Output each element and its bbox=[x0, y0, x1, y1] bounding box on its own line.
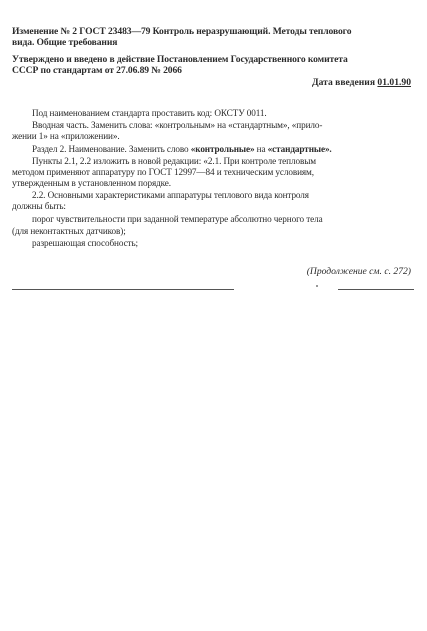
separator-rule-right bbox=[338, 289, 414, 290]
paragraph-code: Под наименованием стандарта проставить код: ОКСТУ 0011. bbox=[32, 108, 267, 118]
section2-new-word: «стандартные». bbox=[267, 144, 332, 154]
separator-rule-left bbox=[12, 289, 234, 290]
scan-speck bbox=[316, 285, 318, 287]
continued-note: (Продолжение см. с. 272) bbox=[306, 266, 411, 277]
paragraph-characteristics-line2: должны быть: bbox=[12, 201, 66, 211]
paragraph-characteristics-line1: 2.2. Основными характеристиками аппаратуры теплового вида контроля bbox=[32, 190, 309, 200]
section2-connector: на bbox=[256, 144, 266, 154]
effective-date bbox=[312, 77, 411, 89]
approval-line2: СССР по стандартам от 27.06.89 № 2066 bbox=[12, 65, 182, 76]
list-item-threshold-line2: (для неконтактных датчиков); bbox=[12, 226, 126, 236]
paragraph-items-line3: утвержденным в установленном порядке. bbox=[12, 178, 171, 188]
amendment-title-line2: вида. Общие требования bbox=[12, 37, 118, 48]
paragraph-intro-line2: жении 1» на «приложении». bbox=[12, 131, 120, 141]
paragraph-items-line2: методом применяют аппаратуру по ГОСТ 12997—84 и техническим условиям, bbox=[12, 167, 314, 177]
section2-text: Раздел 2. Наименование. Заменить слово bbox=[32, 144, 189, 154]
list-item-resolution: разрешающая способность; bbox=[32, 238, 139, 248]
effective-date-label: Дата введения bbox=[311, 77, 376, 88]
amendment-title-line1: Изменение № 2 ГОСТ 23483—79 Контроль неразрушающий. Методы теплового bbox=[12, 26, 352, 37]
approval-line1: Утверждено и введено в действие Постановлением Государственного комитета bbox=[12, 54, 348, 65]
section2-old-word: «контрольные» bbox=[190, 144, 255, 154]
list-item-threshold-line1: порог чувствительности при заданной температуре абсолютно черного тела bbox=[32, 214, 323, 224]
paragraph-items-line1: Пункты 2.1, 2.2 изложить в новой редакции: «2.1. При контроле тепловым bbox=[32, 156, 316, 166]
effective-date-value: 01.01.90 bbox=[377, 77, 411, 88]
paragraph-intro-line1: Вводная часть. Заменить слова: «контрольным» на «стандартным», «прило- bbox=[32, 120, 323, 130]
paragraph-section2 bbox=[32, 144, 332, 154]
